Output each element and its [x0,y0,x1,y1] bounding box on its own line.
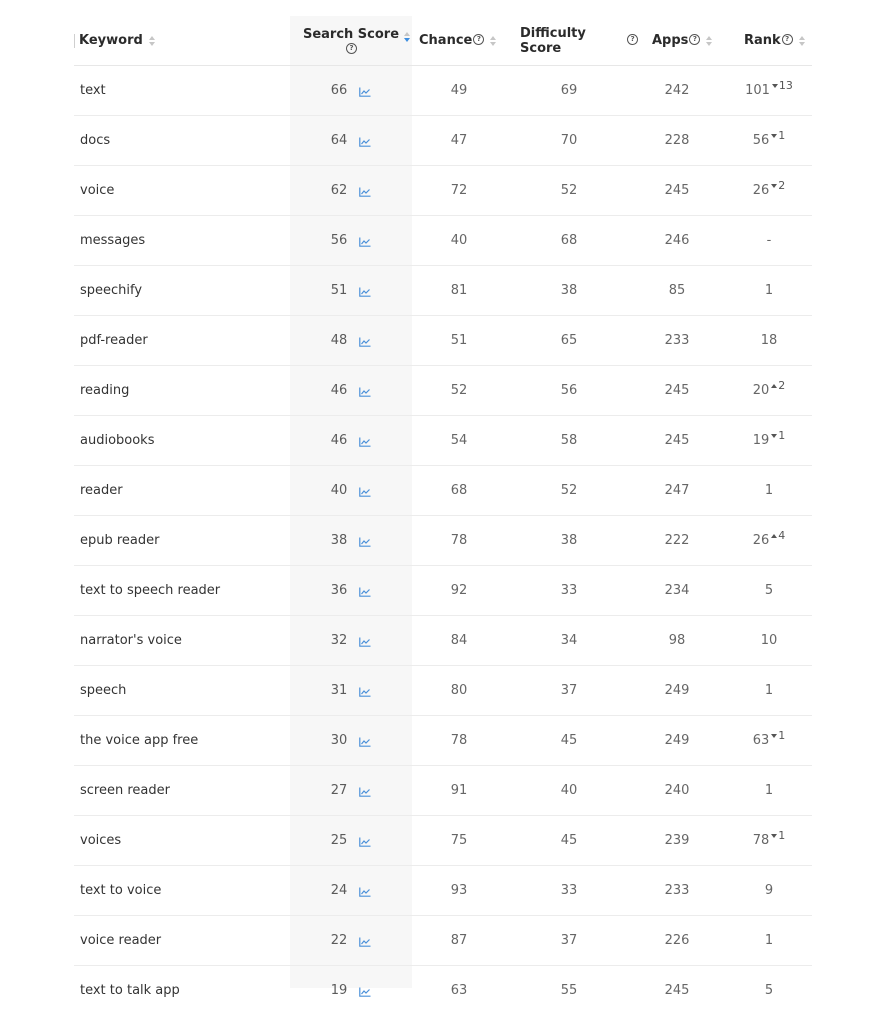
arrow-down-icon [771,134,777,138]
apps-cell: 245 [664,183,690,198]
trend-chart-icon[interactable] [359,286,371,296]
keyword-cell[interactable]: reading [80,383,130,398]
column-divider [74,34,75,48]
table-row[interactable] [74,216,812,266]
rank-change [772,79,793,92]
difficulty-cell: 40 [560,783,578,798]
rank-change-value: 1 [778,829,786,842]
trend-chart-icon[interactable] [359,186,371,196]
chance-cell: 54 [450,433,468,448]
chance-cell: 93 [450,883,468,898]
keyword-cell[interactable]: text to speech reader [80,583,221,598]
chance-cell: 78 [450,533,468,548]
trend-chart-icon[interactable] [359,586,371,596]
trend-chart-icon[interactable] [359,786,371,796]
search-score-value: 32 [330,633,348,648]
rank-change-value: 4 [778,529,786,542]
rank-cell [729,866,809,915]
rank-value: 1 [764,683,774,698]
search-score-value: 64 [330,133,348,148]
header-chance[interactable] [419,16,519,65]
apps-cell: 246 [664,233,690,248]
table-row[interactable] [74,966,812,1015]
arrow-down-icon [771,834,777,838]
table-row[interactable] [74,716,812,766]
keyword-cell[interactable]: voice reader [80,933,162,948]
search-score-value: 46 [330,383,348,398]
table-row[interactable] [74,616,812,666]
search-score-cell [290,116,412,165]
apps-cell: 245 [664,433,690,448]
search-score-cell [290,516,412,565]
table-row[interactable] [74,666,812,716]
arrow-up-icon [771,384,777,388]
rank-value: 26 [752,533,770,548]
table-row[interactable] [74,416,812,466]
rank-value: 26 [752,183,770,198]
chance-cell: 47 [450,133,468,148]
chance-cell: 81 [450,283,468,298]
rank-cell [729,416,809,465]
keyword-cell[interactable]: text to talk app [80,983,180,998]
rank-cell [729,816,809,865]
difficulty-cell: 52 [560,483,578,498]
header-apps-label: Apps [652,33,689,48]
table-row[interactable] [74,766,812,816]
search-score-value: 51 [330,283,348,298]
rank-change [771,729,785,742]
table-row[interactable] [74,316,812,366]
difficulty-cell: 34 [560,633,578,648]
keyword-cell[interactable]: docs [80,133,111,148]
table-row[interactable] [74,366,812,416]
rank-cell [729,366,809,415]
apps-cell: 247 [664,483,690,498]
help-icon[interactable]: ? [782,34,793,45]
search-score-cell [290,916,412,965]
apps-cell: 249 [664,683,690,698]
rank-value: 20 [752,383,770,398]
trend-chart-icon[interactable] [359,86,371,96]
search-score-value: 25 [330,833,348,848]
rank-value: 19 [752,433,770,448]
search-score-cell [290,616,412,665]
keyword-cell[interactable]: speech [80,683,127,698]
rank-value: 56 [752,133,770,148]
apps-cell: 245 [664,383,690,398]
rank-change [771,179,785,192]
search-score-value: 31 [330,683,348,698]
apps-cell: 222 [664,533,690,548]
trend-chart-icon[interactable] [359,936,371,946]
search-score-cell [290,466,412,515]
search-score-cell [290,166,412,215]
trend-chart-icon[interactable] [359,136,371,146]
search-score-cell [290,766,412,815]
difficulty-cell: 69 [560,83,578,98]
trend-chart-icon[interactable] [359,736,371,746]
rank-change [771,529,785,542]
table-row[interactable] [74,866,812,916]
keyword-cell[interactable]: screen reader [80,783,170,798]
chance-cell: 78 [450,733,468,748]
rank-change [771,379,785,392]
rank-value: 1 [764,933,774,948]
trend-chart-icon[interactable] [359,686,371,696]
keyword-cell[interactable]: narrator's voice [80,633,182,648]
rank-value: 9 [764,883,774,898]
difficulty-cell: 65 [560,333,578,348]
rank-change-value: 1 [778,129,786,142]
help-icon[interactable]: ? [627,34,638,45]
apps-cell: 233 [664,883,690,898]
rank-cell [729,766,809,815]
trend-chart-icon[interactable] [359,886,371,896]
trend-chart-icon[interactable] [359,636,371,646]
keyword-cell[interactable]: pdf-reader [80,333,148,348]
chance-cell: 68 [450,483,468,498]
table-row[interactable] [74,116,812,166]
rank-change-value: 1 [778,429,786,442]
header-keyword[interactable] [74,16,274,65]
difficulty-cell: 58 [560,433,578,448]
header-chance-label: Chance [419,33,473,48]
rank-change [771,129,785,142]
search-score-cell [290,416,412,465]
difficulty-cell: 56 [560,383,578,398]
help-icon[interactable]: ? [346,43,357,54]
rank-value: 1 [764,283,774,298]
arrow-up-icon [771,534,777,538]
search-score-value: 19 [330,983,348,998]
keyword-cell[interactable]: text [80,83,106,98]
rank-change-value: 1 [778,729,786,742]
header-rank[interactable] [744,16,814,65]
difficulty-cell: 45 [560,833,578,848]
difficulty-cell: 68 [560,233,578,248]
apps-cell: 228 [664,133,690,148]
search-score-cell [290,66,412,115]
search-score-value: 30 [330,733,348,748]
rank-cell [729,666,809,715]
rank-cell [729,66,809,115]
search-score-cell [290,866,412,915]
chance-cell: 49 [450,83,468,98]
rank-value: 78 [752,833,770,848]
search-score-cell [290,566,412,615]
rank-value: - [766,233,772,248]
chance-cell: 84 [450,633,468,648]
rank-value: 18 [760,333,778,348]
difficulty-cell: 70 [560,133,578,148]
keyword-cell[interactable]: speechify [80,283,143,298]
rank-change [771,829,785,842]
table-header [74,16,812,66]
table-row[interactable] [74,166,812,216]
rank-value: 5 [764,583,774,598]
rank-change-value: 2 [778,179,786,192]
rank-cell [729,116,809,165]
search-score-cell [290,316,412,365]
keyword-cell[interactable]: text to voice [80,883,162,898]
table-row[interactable] [74,916,812,966]
apps-cell: 85 [668,283,686,298]
rank-cell [729,716,809,765]
apps-cell: 242 [664,83,690,98]
header-search-score[interactable] [290,16,412,65]
rank-value: 1 [764,783,774,798]
header-rank-label: Rank [744,33,781,48]
trend-chart-icon[interactable] [359,236,371,246]
apps-cell: 234 [664,583,690,598]
trend-chart-icon[interactable] [359,986,371,996]
search-score-cell [290,666,412,715]
rank-cell [729,466,809,515]
search-score-cell [290,816,412,865]
chance-cell: 51 [450,333,468,348]
rank-value: 1 [764,483,774,498]
search-score-value: 22 [330,933,348,948]
chance-cell: 80 [450,683,468,698]
apps-cell: 240 [664,783,690,798]
rank-change-value: 13 [778,79,793,92]
header-difficulty[interactable] [520,16,638,65]
keyword-cell[interactable]: epub reader [80,533,160,548]
header-difficulty-label: Difficulty Score [520,25,586,56]
sort-icon[interactable] [490,36,496,46]
difficulty-cell: 37 [560,683,578,698]
chance-cell: 87 [450,933,468,948]
search-score-value: 38 [330,533,348,548]
trend-chart-icon[interactable] [359,336,371,346]
sort-desc-active-icon[interactable] [404,32,410,42]
difficulty-cell: 52 [560,183,578,198]
trend-chart-icon[interactable] [359,486,371,496]
sort-icon[interactable] [799,36,805,46]
search-score-value: 36 [330,583,348,598]
difficulty-cell: 37 [560,933,578,948]
sort-icon[interactable] [706,36,712,46]
difficulty-cell: 38 [560,283,578,298]
search-score-value: 48 [330,333,348,348]
trend-chart-icon[interactable] [359,536,371,546]
rank-cell [729,966,809,1015]
table-body [74,66,812,1015]
keyword-cell[interactable]: voices [80,833,122,848]
difficulty-cell: 55 [560,983,578,998]
search-score-cell [290,366,412,415]
chance-cell: 75 [450,833,468,848]
rank-cell [729,216,809,265]
arrow-down-icon [771,184,777,188]
rank-value: 10 [760,633,778,648]
search-score-value: 40 [330,483,348,498]
rank-cell [729,166,809,215]
difficulty-cell: 45 [560,733,578,748]
rank-value: 63 [752,733,770,748]
chance-cell: 63 [450,983,468,998]
apps-cell: 233 [664,333,690,348]
difficulty-cell: 38 [560,533,578,548]
trend-chart-icon[interactable] [359,836,371,846]
arrow-down-icon [771,434,777,438]
help-icon[interactable]: ? [473,34,484,45]
difficulty-cell: 33 [560,583,578,598]
search-score-value: 27 [330,783,348,798]
search-score-cell [290,716,412,765]
header-apps[interactable] [652,16,724,65]
arrow-down-icon [771,734,777,738]
header-keyword-label: Keyword [79,33,143,48]
keyword-cell[interactable]: the voice app free [80,733,199,748]
table-row[interactable] [74,516,812,566]
search-score-value: 56 [330,233,348,248]
table-row[interactable] [74,66,812,116]
rank-value: 101 [745,83,770,98]
chance-cell: 52 [450,383,468,398]
trend-chart-icon[interactable] [359,386,371,396]
search-score-cell [290,216,412,265]
rank-cell [729,616,809,665]
keyword-cell[interactable]: audiobooks [80,433,155,448]
search-score-value: 24 [330,883,348,898]
rank-value: 5 [764,983,774,998]
apps-cell: 249 [664,733,690,748]
keyword-cell[interactable]: voice [80,183,115,198]
keyword-table [74,16,812,1015]
difficulty-cell: 33 [560,883,578,898]
keyword-cell[interactable]: messages [80,233,146,248]
rank-cell [729,266,809,315]
table-row[interactable] [74,466,812,516]
trend-chart-icon[interactable] [359,436,371,446]
rank-cell [729,566,809,615]
chance-cell: 91 [450,783,468,798]
header-search-score-label: Search Score [302,27,400,42]
apps-cell: 98 [668,633,686,648]
search-score-cell [290,966,412,1015]
rank-cell [729,516,809,565]
rank-change [771,429,785,442]
help-icon[interactable]: ? [689,34,700,45]
arrow-down-icon [772,84,778,88]
sort-icon[interactable] [149,36,155,46]
keyword-cell[interactable]: reader [80,483,123,498]
search-score-value: 66 [330,83,348,98]
chance-cell: 40 [450,233,468,248]
table-row[interactable] [74,816,812,866]
apps-cell: 239 [664,833,690,848]
table-row[interactable] [74,266,812,316]
search-score-cell [290,266,412,315]
rank-change-value: 2 [778,379,786,392]
search-score-value: 62 [330,183,348,198]
rank-cell [729,916,809,965]
search-score-value: 46 [330,433,348,448]
apps-cell: 245 [664,983,690,998]
apps-cell: 226 [664,933,690,948]
rank-cell [729,316,809,365]
chance-cell: 72 [450,183,468,198]
table-row[interactable] [74,566,812,616]
chance-cell: 92 [450,583,468,598]
